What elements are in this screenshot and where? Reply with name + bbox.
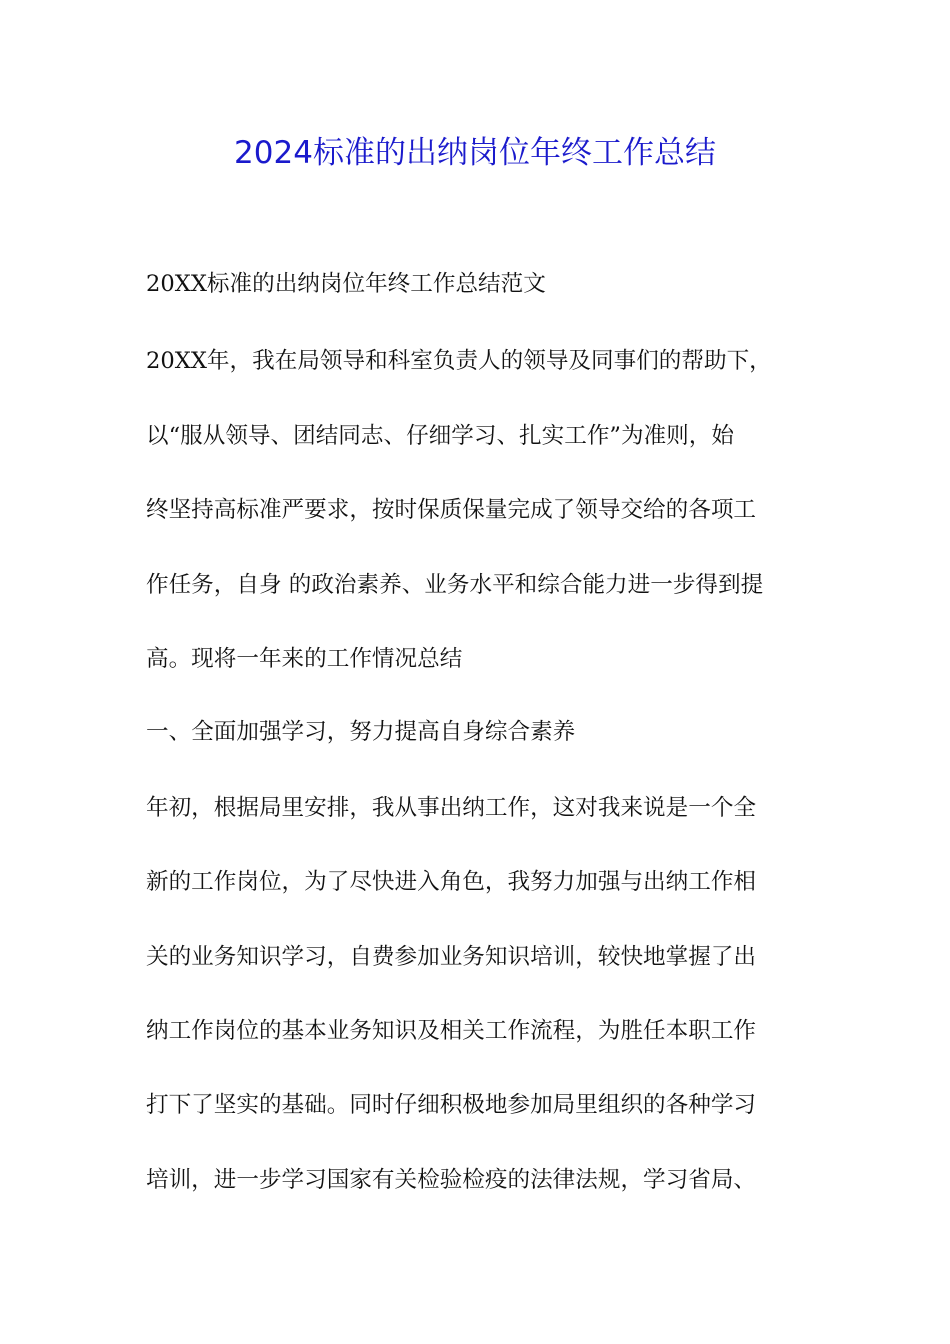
body-line: 年初，根据局里安排，我从事出纳工作，这对我来说是一个全 xyxy=(146,795,757,821)
body-line: 关的业务知识学习，自费参加业务知识培训，较快地掌握了出 xyxy=(146,944,757,970)
body-line: 20XX年，我在局领导和科室负责人的领导及同事们的帮助下， xyxy=(146,348,772,374)
document-title: 2024标准的出纳岗位年终工作总结 xyxy=(234,135,716,171)
body-line: 终坚持高标准严要求，按时保质保量完成了领导交给的各项工 xyxy=(146,497,757,523)
body-line: 高。现将一年来的工作情况总结 xyxy=(146,646,463,672)
body-line: 新的工作岗位，为了尽快进入角色，我努力加强与出纳工作相 xyxy=(146,869,757,895)
section-heading: 一、全面加强学习，努力提高自身综合素养 xyxy=(146,719,576,745)
subtitle-line: 20XX标准的出纳岗位年终工作总结范文 xyxy=(146,271,546,297)
body-line: 作任务，自身 的政治素养、业务水平和综合能力进一步得到提 xyxy=(146,572,764,598)
body-line: 打下了坚实的基础。同时仔细积极地参加局里组织的各种学习 xyxy=(146,1092,757,1118)
body-line: 以“服从领导、团结同志、仔细学习、扎实工作”为准则，始 xyxy=(146,423,734,449)
body-line: 培训，进一步学习国家有关检验检疫的法律法规，学习省局、 xyxy=(146,1167,757,1193)
body-line: 纳工作岗位的基本业务知识及相关工作流程，为胜任本职工作 xyxy=(146,1018,757,1044)
